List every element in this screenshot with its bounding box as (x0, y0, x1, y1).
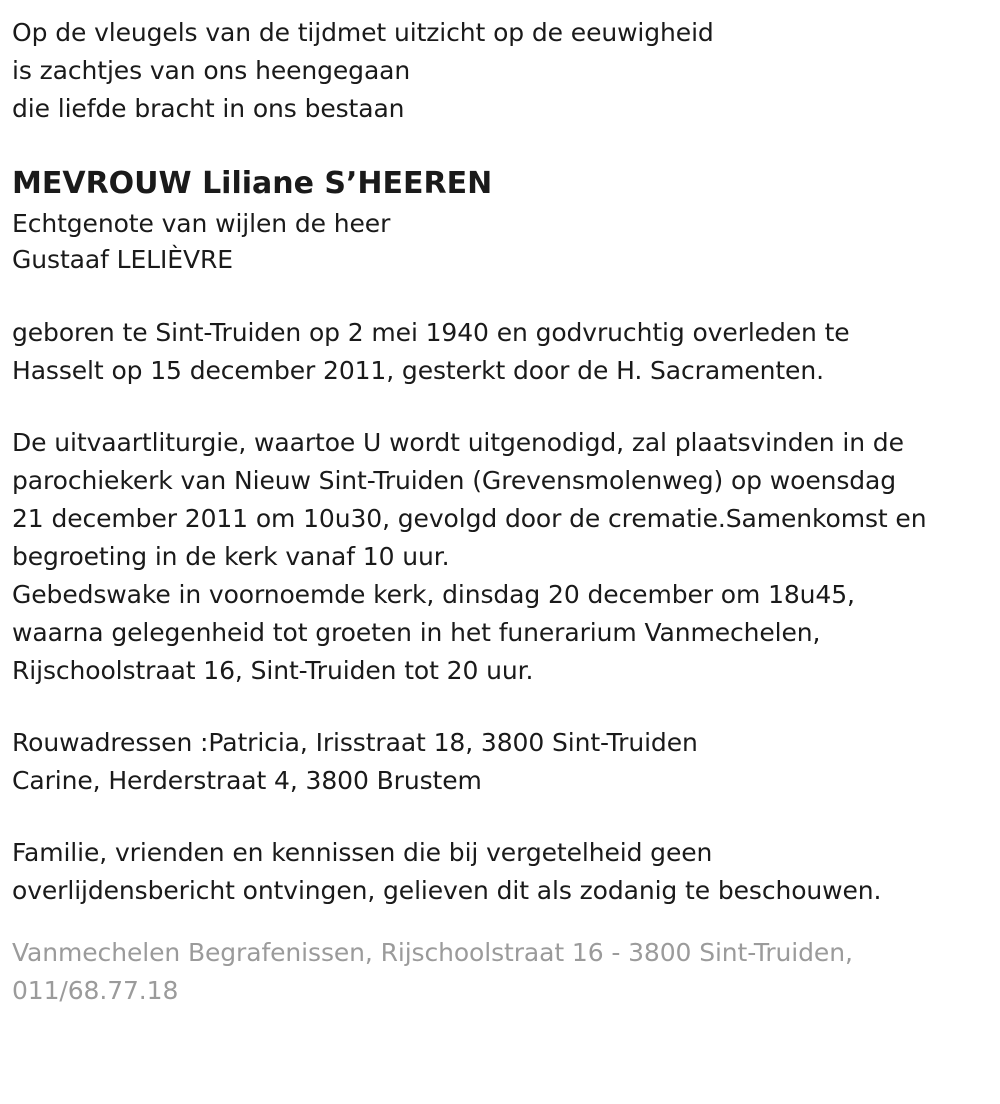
birth-death-line: geboren te Sint-Truiden op 2 mei 1940 en godvruchtig overleden te (12, 318, 850, 347)
poem-block (12, 14, 980, 128)
closing-line: overlijdensbericht ontvingen, gelieven dit als zodanig te beschouwen. (12, 876, 882, 905)
spacer (12, 800, 980, 834)
funeral-home-line: Vanmechelen Begrafenissen, Rijschoolstraat 16 - 3800 Sint-Truiden, (12, 938, 853, 967)
spouse-line: Echtgenote van wijlen de heer (12, 209, 391, 238)
spacer (12, 690, 980, 724)
address-line: Carine, Herderstraat 4, 3800 Brustem (12, 766, 482, 795)
address-line: Rouwadressen :Patricia, Irisstraat 18, 3800 Sint-Truiden (12, 728, 698, 757)
service-line: Gebedswake in voornoemde kerk, dinsdag 20 december om 18u45, (12, 580, 855, 609)
poem-line: die liefde bracht in ons bestaan (12, 94, 405, 123)
spacer (12, 910, 980, 934)
service-line: De uitvaartliturgie, waartoe U wordt uitgenodigd, zal plaatsvinden in de (12, 428, 904, 457)
spacer (12, 128, 980, 162)
spacer (12, 278, 980, 314)
spouse-line: Gustaaf LELIÈVRE (12, 245, 233, 274)
deceased-name-block (12, 162, 980, 206)
service-line: waarna gelegenheid tot groeten in het funerarium Vanmechelen, (12, 618, 821, 647)
funeral-home-line: 011/68.77.18 (12, 976, 179, 1005)
closing-block (12, 834, 980, 910)
funeral-home-block (12, 934, 980, 1010)
poem-line: Op de vleugels van de tijdmet uitzicht op de eeuwigheid (12, 18, 714, 47)
deceased-name: MEVROUW Liliane S’HEEREN (12, 166, 493, 201)
service-line: parochiekerk van Nieuw Sint-Truiden (Grevensmolenweg) op woensdag (12, 466, 897, 495)
spouse-block (12, 206, 980, 278)
birth-death-line: Hasselt op 15 december 2011, gesterkt door de H. Sacramenten. (12, 356, 824, 385)
service-details-block (12, 424, 980, 690)
spacer (12, 390, 980, 424)
service-line: begroeting in de kerk vanaf 10 uur. (12, 542, 450, 571)
service-line: Rijschoolstraat 16, Sint-Truiden tot 20 uur. (12, 656, 534, 685)
birth-death-block (12, 314, 980, 390)
closing-line: Familie, vrienden en kennissen die bij vergetelheid geen (12, 838, 713, 867)
mourning-addresses-block (12, 724, 980, 800)
poem-line: is zachtjes van ons heengegaan (12, 56, 411, 85)
service-line: 21 december 2011 om 10u30, gevolgd door de crematie.Samenkomst en (12, 504, 927, 533)
